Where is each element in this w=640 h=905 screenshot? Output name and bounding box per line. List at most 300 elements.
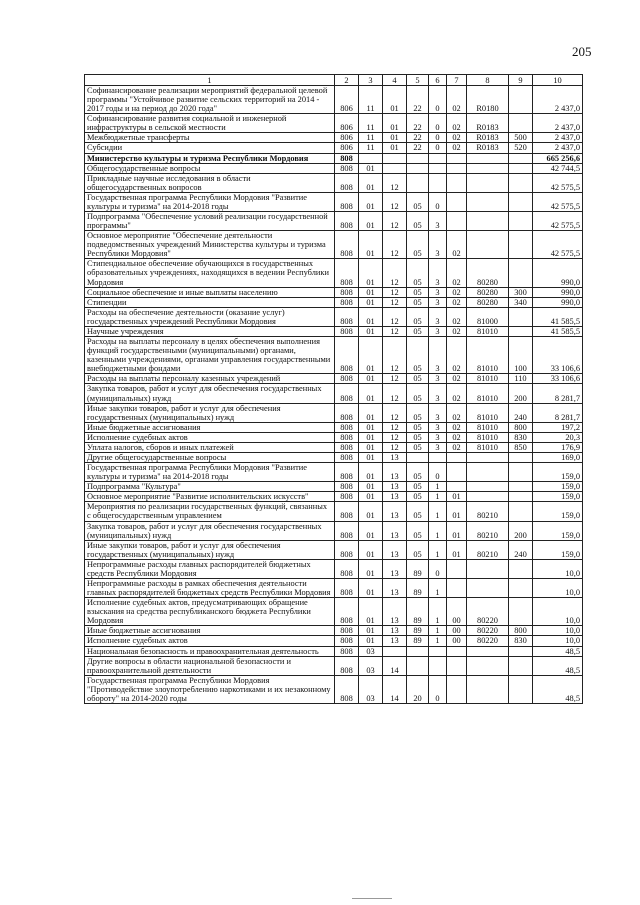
amount-cell: 2 437,0 <box>533 114 583 133</box>
amount-cell: 41 585,5 <box>533 326 583 336</box>
code-cell-c2: 808 <box>335 578 359 597</box>
row-description: Подпрограмма "Обеспечение условий реализации государственной программы" <box>85 212 335 231</box>
amount-cell: 8 281,7 <box>533 384 583 403</box>
table-row <box>85 482 583 492</box>
code-cell-c5: 05 <box>407 442 429 452</box>
code-cell-c2: 808 <box>335 163 359 173</box>
code-cell-c4: 12 <box>383 442 407 452</box>
code-cell-c9 <box>509 259 533 287</box>
amount-cell: 48,5 <box>533 656 583 675</box>
code-cell-c9 <box>509 492 533 502</box>
code-cell-c6: 3 <box>429 442 447 452</box>
code-cell-c5: 05 <box>407 259 429 287</box>
amount-cell: 2 437,0 <box>533 133 583 143</box>
column-header: 5 <box>407 75 429 86</box>
code-cell-c4: 13 <box>383 636 407 646</box>
code-cell-c7 <box>447 559 467 578</box>
amount-cell: 48,5 <box>533 675 583 703</box>
code-cell-c9: 800 <box>509 422 533 432</box>
table-row <box>85 163 583 173</box>
code-cell-c2: 808 <box>335 422 359 432</box>
code-cell-c4: 12 <box>383 384 407 403</box>
column-header: 7 <box>447 75 467 86</box>
code-cell-c4: 13 <box>383 492 407 502</box>
code-cell-c5: 22 <box>407 133 429 143</box>
table-row <box>85 143 583 153</box>
code-cell-c6: 3 <box>429 384 447 403</box>
code-cell-c2: 808 <box>335 540 359 559</box>
code-cell-c7 <box>447 482 467 492</box>
code-cell-c2: 808 <box>335 231 359 259</box>
amount-cell: 8 281,7 <box>533 403 583 422</box>
code-cell-c7 <box>447 656 467 675</box>
code-cell-c8: 80210 <box>467 521 509 540</box>
code-cell-c7: 01 <box>447 502 467 521</box>
table-row <box>85 626 583 636</box>
row-description: Стипендии <box>85 297 335 307</box>
code-cell-c4 <box>383 646 407 656</box>
code-cell-c6: 3 <box>429 307 447 326</box>
code-cell-c5: 05 <box>407 384 429 403</box>
code-cell-c2: 808 <box>335 297 359 307</box>
table-row <box>85 578 583 597</box>
code-cell-c5: 89 <box>407 598 429 626</box>
row-description: Иные закупки товаров, работ и услуг для обеспечения государственных (муниципальных) нужд <box>85 540 335 559</box>
code-cell-c7: 02 <box>447 307 467 326</box>
table-row <box>85 521 583 540</box>
column-header: 4 <box>383 75 407 86</box>
amount-cell: 990,0 <box>533 297 583 307</box>
code-cell-c3: 01 <box>359 374 383 384</box>
code-cell-c8: 80280 <box>467 287 509 297</box>
code-cell-c6: 0 <box>429 675 447 703</box>
table-row <box>85 442 583 452</box>
code-cell-c9 <box>509 231 533 259</box>
code-cell-c2: 808 <box>335 432 359 442</box>
table-row <box>85 403 583 422</box>
code-cell-c5: 05 <box>407 307 429 326</box>
code-cell-c5: 05 <box>407 540 429 559</box>
code-cell-c2: 808 <box>335 374 359 384</box>
code-cell-c9: 500 <box>509 133 533 143</box>
code-cell-c5: 05 <box>407 463 429 482</box>
code-cell-c4: 12 <box>383 259 407 287</box>
code-cell-c5: 22 <box>407 86 429 114</box>
code-cell-c4: 12 <box>383 297 407 307</box>
amount-cell: 41 585,5 <box>533 307 583 326</box>
code-cell-c9 <box>509 482 533 492</box>
row-description: Закупка товаров, работ и услуг для обеспечения государственных (муниципальных) нужд <box>85 521 335 540</box>
code-cell-c7: 02 <box>447 384 467 403</box>
code-cell-c4: 13 <box>383 521 407 540</box>
code-cell-c4: 12 <box>383 287 407 297</box>
code-cell-c7: 01 <box>447 492 467 502</box>
amount-cell: 2 437,0 <box>533 86 583 114</box>
code-cell-c2: 808 <box>335 521 359 540</box>
row-description: Государственная программа Республики Мордовия "Развитие культуры и туризма" на 2014-2018 годы <box>85 463 335 482</box>
amount-cell: 159,0 <box>533 540 583 559</box>
code-cell-c2: 806 <box>335 86 359 114</box>
code-cell-c6: 0 <box>429 143 447 153</box>
code-cell-c2: 808 <box>335 326 359 336</box>
code-cell-c2: 808 <box>335 502 359 521</box>
code-cell-c6: 0 <box>429 133 447 143</box>
table-row <box>85 307 583 326</box>
code-cell-c7: 00 <box>447 598 467 626</box>
code-cell-c5: 05 <box>407 337 429 374</box>
code-cell-c3: 01 <box>359 463 383 482</box>
row-description: Софинансирование развития социальной и инженерной инфраструктуры в сельской местности <box>85 114 335 133</box>
code-cell-c6: 3 <box>429 337 447 374</box>
code-cell-c5: 05 <box>407 521 429 540</box>
code-cell-c4: 12 <box>383 307 407 326</box>
code-cell-c9: 830 <box>509 636 533 646</box>
row-description: Социальное обеспечение и иные выплаты населению <box>85 287 335 297</box>
code-cell-c2: 808 <box>335 337 359 374</box>
code-cell-c3: 01 <box>359 287 383 297</box>
code-cell-c9 <box>509 559 533 578</box>
table-row <box>85 422 583 432</box>
code-cell-c4: 12 <box>383 337 407 374</box>
code-cell-c3: 03 <box>359 646 383 656</box>
amount-cell: 42 744,5 <box>533 163 583 173</box>
code-cell-c8 <box>467 153 509 163</box>
code-cell-c7: 02 <box>447 374 467 384</box>
code-cell-c2: 808 <box>335 492 359 502</box>
code-cell-c4: 13 <box>383 463 407 482</box>
code-cell-c2: 808 <box>335 153 359 163</box>
table-row <box>85 656 583 675</box>
code-cell-c8: 81010 <box>467 403 509 422</box>
row-description: Софинансирование реализации мероприятий федеральной целевой программы "Устойчивое развитие сельских территорий на 2014 - 2017 годы и на период до 2020 года" <box>85 86 335 114</box>
code-cell-c3: 11 <box>359 114 383 133</box>
row-description: Научные учреждения <box>85 326 335 336</box>
code-cell-c3: 01 <box>359 598 383 626</box>
amount-cell: 159,0 <box>533 463 583 482</box>
table-row <box>85 133 583 143</box>
code-cell-c5: 05 <box>407 231 429 259</box>
amount-cell: 10,0 <box>533 559 583 578</box>
code-cell-c8 <box>467 163 509 173</box>
code-cell-c7: 02 <box>447 337 467 374</box>
code-cell-c4: 01 <box>383 143 407 153</box>
code-cell-c4: 13 <box>383 598 407 626</box>
table-row <box>85 231 583 259</box>
code-cell-c2: 808 <box>335 192 359 211</box>
code-cell-c9 <box>509 86 533 114</box>
amount-cell: 33 106,6 <box>533 337 583 374</box>
row-description: Расходы на выплаты персоналу казенных учреждений <box>85 374 335 384</box>
code-cell-c9 <box>509 114 533 133</box>
code-cell-c6 <box>429 646 447 656</box>
code-cell-c7: 02 <box>447 143 467 153</box>
code-cell-c7 <box>447 578 467 597</box>
code-cell-c7: 02 <box>447 403 467 422</box>
code-cell-c8 <box>467 578 509 597</box>
amount-cell: 42 575,5 <box>533 231 583 259</box>
code-cell-c8 <box>467 231 509 259</box>
code-cell-c6: 1 <box>429 521 447 540</box>
table-row <box>85 173 583 192</box>
code-cell-c4 <box>383 153 407 163</box>
code-cell-c6 <box>429 452 447 462</box>
code-cell-c2: 806 <box>335 133 359 143</box>
code-cell-c2: 808 <box>335 559 359 578</box>
code-cell-c4: 13 <box>383 578 407 597</box>
code-cell-c8 <box>467 452 509 462</box>
code-cell-c5 <box>407 163 429 173</box>
code-cell-c2: 808 <box>335 636 359 646</box>
code-cell-c9 <box>509 502 533 521</box>
table-row <box>85 326 583 336</box>
code-cell-c8 <box>467 492 509 502</box>
code-cell-c6: 1 <box>429 626 447 636</box>
code-cell-c7 <box>447 646 467 656</box>
table-row <box>85 374 583 384</box>
code-cell-c5: 05 <box>407 297 429 307</box>
table-row <box>85 384 583 403</box>
code-cell-c7: 02 <box>447 297 467 307</box>
code-cell-c6: 0 <box>429 463 447 482</box>
code-cell-c6 <box>429 163 447 173</box>
column-header: 3 <box>359 75 383 86</box>
row-description: Иные бюджетные ассигнования <box>85 422 335 432</box>
code-cell-c9: 240 <box>509 403 533 422</box>
code-cell-c9 <box>509 173 533 192</box>
code-cell-c7 <box>447 212 467 231</box>
table-row <box>85 502 583 521</box>
code-cell-c7: 02 <box>447 133 467 143</box>
code-cell-c7 <box>447 463 467 482</box>
table-row <box>85 153 583 163</box>
code-cell-c6: 3 <box>429 212 447 231</box>
code-cell-c7: 00 <box>447 626 467 636</box>
code-cell-c7: 02 <box>447 432 467 442</box>
code-cell-c7 <box>447 173 467 192</box>
code-cell-c8: 80210 <box>467 540 509 559</box>
column-header: 9 <box>509 75 533 86</box>
amount-cell: 990,0 <box>533 259 583 287</box>
table-row <box>85 540 583 559</box>
code-cell-c3: 03 <box>359 656 383 675</box>
row-description: Межбюджетные трансферты <box>85 133 335 143</box>
code-cell-c8 <box>467 675 509 703</box>
code-cell-c3: 01 <box>359 384 383 403</box>
code-cell-c3: 01 <box>359 578 383 597</box>
code-cell-c7 <box>447 192 467 211</box>
table-row <box>85 646 583 656</box>
code-cell-c3: 11 <box>359 133 383 143</box>
code-cell-c3: 01 <box>359 432 383 442</box>
budget-table <box>84 74 583 704</box>
code-cell-c4: 13 <box>383 559 407 578</box>
code-cell-c3: 01 <box>359 521 383 540</box>
code-cell-c9: 340 <box>509 297 533 307</box>
amount-cell: 159,0 <box>533 502 583 521</box>
row-description: Исполнение судебных актов, предусматривающих обращение взыскания на средства республиканского бюджета Республики Мордовия <box>85 598 335 626</box>
code-cell-c7: 02 <box>447 287 467 297</box>
code-cell-c8: 81010 <box>467 432 509 442</box>
amount-cell: 10,0 <box>533 626 583 636</box>
code-cell-c3: 01 <box>359 337 383 374</box>
amount-cell: 42 575,5 <box>533 192 583 211</box>
code-cell-c3: 11 <box>359 143 383 153</box>
row-description: Мероприятия по реализации государственных функций, связанных с общегосударственным управлением <box>85 502 335 521</box>
table-row <box>85 212 583 231</box>
code-cell-c8: 81010 <box>467 384 509 403</box>
code-cell-c2: 808 <box>335 259 359 287</box>
code-cell-c2: 808 <box>335 442 359 452</box>
code-cell-c7: 00 <box>447 636 467 646</box>
code-cell-c8 <box>467 656 509 675</box>
code-cell-c8 <box>467 173 509 192</box>
code-cell-c4: 01 <box>383 86 407 114</box>
code-cell-c9: 200 <box>509 521 533 540</box>
code-cell-c5: 89 <box>407 626 429 636</box>
code-cell-c6: 3 <box>429 326 447 336</box>
code-cell-c4: 12 <box>383 326 407 336</box>
code-cell-c2: 808 <box>335 463 359 482</box>
code-cell-c4: 14 <box>383 656 407 675</box>
code-cell-c5 <box>407 646 429 656</box>
code-cell-c4: 13 <box>383 502 407 521</box>
code-cell-c3: 01 <box>359 559 383 578</box>
code-cell-c3: 01 <box>359 403 383 422</box>
code-cell-c7: 02 <box>447 442 467 452</box>
column-header: 10 <box>533 75 583 86</box>
code-cell-c6: 3 <box>429 432 447 442</box>
row-description: Иные закупки товаров, работ и услуг для обеспечения государственных (муниципальных) нужд <box>85 403 335 422</box>
code-cell-c5: 89 <box>407 559 429 578</box>
code-cell-c8: 80280 <box>467 259 509 287</box>
code-cell-c5: 05 <box>407 212 429 231</box>
amount-cell: 48,5 <box>533 646 583 656</box>
code-cell-c6: 3 <box>429 374 447 384</box>
code-cell-c4: 12 <box>383 374 407 384</box>
code-cell-c6: 0 <box>429 192 447 211</box>
row-description: Общегосударственные вопросы <box>85 163 335 173</box>
code-cell-c9 <box>509 646 533 656</box>
table-row <box>85 675 583 703</box>
code-cell-c7: 02 <box>447 86 467 114</box>
code-cell-c9: 200 <box>509 384 533 403</box>
code-cell-c9 <box>509 463 533 482</box>
code-cell-c6 <box>429 656 447 675</box>
column-header: 2 <box>335 75 359 86</box>
code-cell-c4: 12 <box>383 173 407 192</box>
code-cell-c4: 13 <box>383 540 407 559</box>
code-cell-c3: 01 <box>359 422 383 432</box>
row-description: Национальная безопасность и правоохранительная деятельность <box>85 646 335 656</box>
code-cell-c3: 01 <box>359 173 383 192</box>
code-cell-c9 <box>509 212 533 231</box>
code-cell-c3 <box>359 153 383 163</box>
code-cell-c2: 808 <box>335 403 359 422</box>
code-cell-c3: 01 <box>359 636 383 646</box>
code-cell-c9: 520 <box>509 143 533 153</box>
code-cell-c9 <box>509 163 533 173</box>
code-cell-c8: 80220 <box>467 626 509 636</box>
code-cell-c2: 808 <box>335 482 359 492</box>
code-cell-c6 <box>429 173 447 192</box>
code-cell-c3: 03 <box>359 675 383 703</box>
code-cell-c2: 808 <box>335 656 359 675</box>
code-cell-c9: 110 <box>509 374 533 384</box>
row-description: Подпрограмма "Культура" <box>85 482 335 492</box>
code-cell-c3: 11 <box>359 86 383 114</box>
code-cell-c6: 1 <box>429 598 447 626</box>
code-cell-c7 <box>447 163 467 173</box>
code-cell-c8 <box>467 646 509 656</box>
code-cell-c8: 81000 <box>467 307 509 326</box>
row-description: Другие общегосударственные вопросы <box>85 452 335 462</box>
code-cell-c2: 806 <box>335 143 359 153</box>
code-cell-c6: 3 <box>429 259 447 287</box>
table-row <box>85 636 583 646</box>
amount-cell: 10,0 <box>533 636 583 646</box>
code-cell-c7 <box>447 675 467 703</box>
code-cell-c4: 12 <box>383 231 407 259</box>
code-cell-c2: 806 <box>335 114 359 133</box>
code-cell-c7: 02 <box>447 114 467 133</box>
code-cell-c8: R0183 <box>467 114 509 133</box>
code-cell-c9 <box>509 598 533 626</box>
amount-cell: 159,0 <box>533 482 583 492</box>
code-cell-c6: 3 <box>429 422 447 432</box>
code-cell-c5: 05 <box>407 482 429 492</box>
row-description: Другие вопросы в области национальной безопасности и правоохранительной деятельности <box>85 656 335 675</box>
code-cell-c4: 01 <box>383 133 407 143</box>
table-row <box>85 337 583 374</box>
amount-cell: 159,0 <box>533 492 583 502</box>
code-cell-c7: 01 <box>447 540 467 559</box>
code-cell-c5: 05 <box>407 374 429 384</box>
code-cell-c5: 89 <box>407 578 429 597</box>
code-cell-c2: 808 <box>335 212 359 231</box>
row-description: Расходы на выплаты персоналу в целях обеспечения выполнения функций государственными (муниципальными) органами, казенными учреждениями, органами управления государственными внебюджетными фондами <box>85 337 335 374</box>
page-number: 205 <box>572 44 592 59</box>
code-cell-c4: 12 <box>383 422 407 432</box>
row-description: Прикладные научные исследования в области общегосударственных вопросов <box>85 173 335 192</box>
code-cell-c4: 14 <box>383 675 407 703</box>
table-row <box>85 452 583 462</box>
code-cell-c8: 80220 <box>467 636 509 646</box>
table-row <box>85 287 583 297</box>
code-cell-c6: 3 <box>429 231 447 259</box>
row-description: Основное мероприятие "Обеспечение деятельности подведомственных учреждений Министерства культуры и туризма Республики Мордовия" <box>85 231 335 259</box>
code-cell-c8 <box>467 482 509 492</box>
code-cell-c7 <box>447 452 467 462</box>
code-cell-c6: 1 <box>429 540 447 559</box>
code-cell-c8 <box>467 559 509 578</box>
code-cell-c5: 05 <box>407 403 429 422</box>
code-cell-c9: 830 <box>509 432 533 442</box>
code-cell-c4: 13 <box>383 482 407 492</box>
code-cell-c2: 808 <box>335 173 359 192</box>
code-cell-c3: 01 <box>359 307 383 326</box>
code-cell-c9 <box>509 307 533 326</box>
code-cell-c6: 1 <box>429 502 447 521</box>
code-cell-c9: 100 <box>509 337 533 374</box>
amount-cell: 665 256,6 <box>533 153 583 163</box>
code-cell-c5: 22 <box>407 114 429 133</box>
table-row <box>85 114 583 133</box>
bottom-scan-mark <box>352 898 392 899</box>
code-cell-c7 <box>447 153 467 163</box>
code-cell-c3: 01 <box>359 259 383 287</box>
amount-cell: 42 575,5 <box>533 212 583 231</box>
code-cell-c6: 3 <box>429 297 447 307</box>
